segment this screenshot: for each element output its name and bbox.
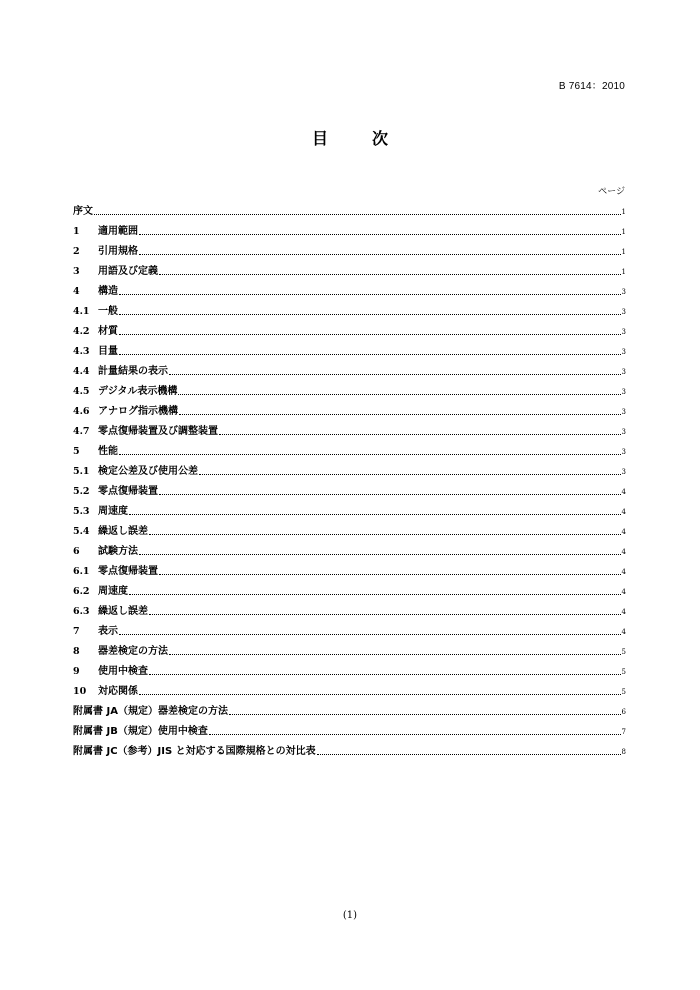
toc-entry[interactable] bbox=[73, 698, 626, 718]
toc-entry-page: 3 bbox=[621, 408, 626, 416]
toc-entry[interactable] bbox=[73, 738, 626, 758]
toc-entry-number: 4 bbox=[73, 286, 80, 297]
dot-leader bbox=[139, 254, 621, 255]
toc-entry[interactable] bbox=[73, 378, 626, 398]
toc-entry-page: 3 bbox=[621, 388, 626, 396]
toc-entry-number: 10 bbox=[73, 686, 87, 697]
document-id: B 7614：2010 bbox=[558, 81, 625, 92]
dot-leader bbox=[119, 314, 621, 315]
toc-entry-number: 4.1 bbox=[73, 306, 90, 317]
dot-leader bbox=[169, 374, 621, 375]
dot-leader bbox=[119, 334, 621, 335]
toc-entry-title: 用語及び定義 bbox=[98, 266, 158, 277]
dot-leader bbox=[199, 474, 621, 475]
toc-entry-number: 6.1 bbox=[73, 566, 90, 577]
toc-entry-page: 8 bbox=[621, 748, 626, 756]
dot-leader bbox=[94, 214, 621, 215]
toc-entry-page: 3 bbox=[621, 448, 626, 456]
toc-entry-title: 引用規格 bbox=[98, 246, 138, 257]
toc-entry[interactable] bbox=[73, 558, 626, 578]
toc-entry[interactable] bbox=[73, 398, 626, 418]
toc-entry[interactable] bbox=[73, 338, 626, 358]
toc-entry-page: 3 bbox=[621, 468, 626, 476]
toc-entry[interactable] bbox=[73, 498, 626, 518]
toc-entry-title: 序文 bbox=[73, 206, 93, 217]
toc-entry-page: 4 bbox=[621, 528, 626, 536]
toc-entry-title: 表示 bbox=[98, 626, 118, 637]
toc-entry-page: 3 bbox=[621, 288, 626, 296]
toc-entry[interactable] bbox=[73, 258, 626, 278]
dot-leader bbox=[178, 394, 620, 395]
toc-entry-page: 1 bbox=[621, 268, 626, 276]
toc-entry-page: 1 bbox=[621, 228, 626, 236]
toc-entry-title: 材質 bbox=[98, 326, 118, 337]
toc-entry-page: 5 bbox=[621, 688, 626, 696]
dot-leader bbox=[159, 494, 621, 495]
toc-entry[interactable] bbox=[73, 418, 626, 438]
toc-entry-number: 2 bbox=[73, 246, 80, 257]
toc-entry-page: 4 bbox=[621, 488, 626, 496]
toc-entry-title: 対応関係 bbox=[98, 686, 138, 697]
toc-entry-page: 4 bbox=[621, 588, 626, 596]
dot-leader bbox=[119, 294, 621, 295]
toc-entry-title: 零点復帰装置 bbox=[98, 566, 158, 577]
dot-leader bbox=[139, 694, 621, 695]
toc-entry-page: 1 bbox=[621, 248, 626, 256]
toc-entry-title: 器差検定の方法 bbox=[98, 646, 168, 657]
toc-entry-title: アナログ指示機構 bbox=[98, 406, 178, 417]
toc-entry[interactable] bbox=[73, 578, 626, 598]
page-title: 目 次 bbox=[311, 129, 402, 148]
dot-leader bbox=[229, 714, 621, 715]
dot-leader bbox=[129, 594, 621, 595]
toc-entry-number: 4.2 bbox=[73, 326, 90, 337]
toc-entry-number: 8 bbox=[73, 646, 80, 657]
toc-entry-page: 7 bbox=[621, 728, 626, 736]
toc-entry-number: 5.3 bbox=[73, 506, 90, 517]
toc-entry[interactable] bbox=[73, 278, 626, 298]
dot-leader bbox=[139, 234, 621, 235]
toc-entry[interactable] bbox=[73, 598, 626, 618]
toc-entry-title: 零点復帰装置及び調整装置 bbox=[98, 426, 218, 437]
dot-leader bbox=[139, 554, 621, 555]
dot-leader bbox=[179, 414, 621, 415]
toc-entry-title: 使用中検査 bbox=[98, 666, 148, 677]
table-of-contents bbox=[73, 198, 626, 758]
toc-entry-title: 周速度 bbox=[98, 586, 128, 597]
toc-entry-page: 3 bbox=[621, 348, 626, 356]
toc-entry-number: 4.3 bbox=[73, 346, 90, 357]
toc-entry-title: 性能 bbox=[98, 446, 118, 457]
toc-entry[interactable] bbox=[73, 238, 626, 258]
toc-entry-title: 一般 bbox=[98, 306, 118, 317]
toc-entry-page: 4 bbox=[621, 628, 626, 636]
toc-entry[interactable] bbox=[73, 718, 626, 738]
toc-entry-title: 附属書 JC（参考）JIS と対応する国際規格との対比表 bbox=[73, 746, 316, 757]
toc-entry-title: 附属書 JB（規定）使用中検査 bbox=[73, 726, 208, 737]
dot-leader bbox=[149, 614, 621, 615]
toc-entry-number: 5.2 bbox=[73, 486, 90, 497]
page-column-heading: ページ bbox=[598, 187, 625, 197]
toc-entry-title: 目量 bbox=[98, 346, 118, 357]
toc-entry[interactable] bbox=[73, 298, 626, 318]
toc-entry[interactable] bbox=[73, 438, 626, 458]
toc-entry-page: 4 bbox=[621, 608, 626, 616]
toc-entry-title: 附属書 JA（規定）器差検定の方法 bbox=[73, 706, 228, 717]
toc-entry[interactable] bbox=[73, 638, 626, 658]
toc-entry[interactable] bbox=[73, 198, 626, 218]
toc-entry-title: 適用範囲 bbox=[98, 226, 138, 237]
toc-entry-page: 4 bbox=[621, 508, 626, 516]
toc-entry-title: 計量結果の表示 bbox=[98, 366, 168, 377]
toc-entry-number: 4.4 bbox=[73, 366, 90, 377]
toc-entry-page: 3 bbox=[621, 308, 626, 316]
toc-entry[interactable] bbox=[73, 618, 626, 638]
toc-entry-page: 4 bbox=[621, 568, 626, 576]
dot-leader bbox=[149, 674, 621, 675]
toc-entry-number: 1 bbox=[73, 226, 80, 237]
toc-entry-number: 5.1 bbox=[73, 466, 90, 477]
toc-entry-page: 5 bbox=[621, 668, 626, 676]
toc-entry-page: 6 bbox=[621, 708, 626, 716]
toc-entry-title: 構造 bbox=[98, 286, 118, 297]
dot-leader bbox=[169, 654, 621, 655]
toc-entry-page: 1 bbox=[621, 208, 626, 216]
toc-entry-page: 4 bbox=[621, 548, 626, 556]
toc-entry[interactable] bbox=[73, 458, 626, 478]
toc-entry-number: 6.2 bbox=[73, 586, 90, 597]
toc-entry-title: 零点復帰装置 bbox=[98, 486, 158, 497]
toc-entry[interactable] bbox=[73, 518, 626, 538]
toc-entry-page: 3 bbox=[621, 328, 626, 336]
toc-entry-page: 3 bbox=[621, 368, 626, 376]
toc-entry-number: 6 bbox=[73, 546, 80, 557]
toc-entry-number: 5 bbox=[73, 446, 80, 457]
toc-entry-number: 7 bbox=[73, 626, 80, 637]
toc-entry-number: 4.6 bbox=[73, 406, 90, 417]
toc-entry[interactable] bbox=[73, 318, 626, 338]
toc-entry[interactable] bbox=[73, 218, 626, 238]
toc-entry-title: 検定公差及び使用公差 bbox=[98, 466, 198, 477]
toc-entry-title: 繰返し誤差 bbox=[98, 526, 148, 537]
dot-leader bbox=[159, 274, 621, 275]
toc-entry-title: 周速度 bbox=[98, 506, 128, 517]
dot-leader bbox=[219, 434, 621, 435]
toc-entry[interactable] bbox=[73, 358, 626, 378]
toc-entry-number: 6.3 bbox=[73, 606, 90, 617]
toc-entry-number: 9 bbox=[73, 666, 80, 677]
dot-leader bbox=[119, 354, 621, 355]
toc-entry[interactable] bbox=[73, 538, 626, 558]
dot-leader bbox=[119, 454, 621, 455]
page-number: (1) bbox=[342, 910, 358, 921]
dot-leader bbox=[149, 534, 621, 535]
toc-entry-title: デジタル表示機構 bbox=[98, 386, 178, 397]
toc-entry-page: 3 bbox=[621, 428, 626, 436]
toc-entry[interactable] bbox=[73, 478, 626, 498]
toc-entry-number: 4.7 bbox=[73, 426, 90, 437]
toc-entry[interactable] bbox=[73, 658, 626, 678]
toc-entry-page: 5 bbox=[621, 648, 626, 656]
dot-leader bbox=[119, 634, 621, 635]
toc-entry-title: 試験方法 bbox=[98, 546, 138, 557]
dot-leader bbox=[209, 734, 621, 735]
toc-entry-number: 5.4 bbox=[73, 526, 90, 537]
toc-entry-number: 4.5 bbox=[73, 386, 90, 397]
toc-entry-number: 3 bbox=[73, 266, 80, 277]
dot-leader bbox=[159, 574, 621, 575]
dot-leader bbox=[317, 754, 621, 755]
toc-entry[interactable] bbox=[73, 678, 626, 698]
toc-entry-title: 繰返し誤差 bbox=[98, 606, 148, 617]
dot-leader bbox=[129, 514, 621, 515]
